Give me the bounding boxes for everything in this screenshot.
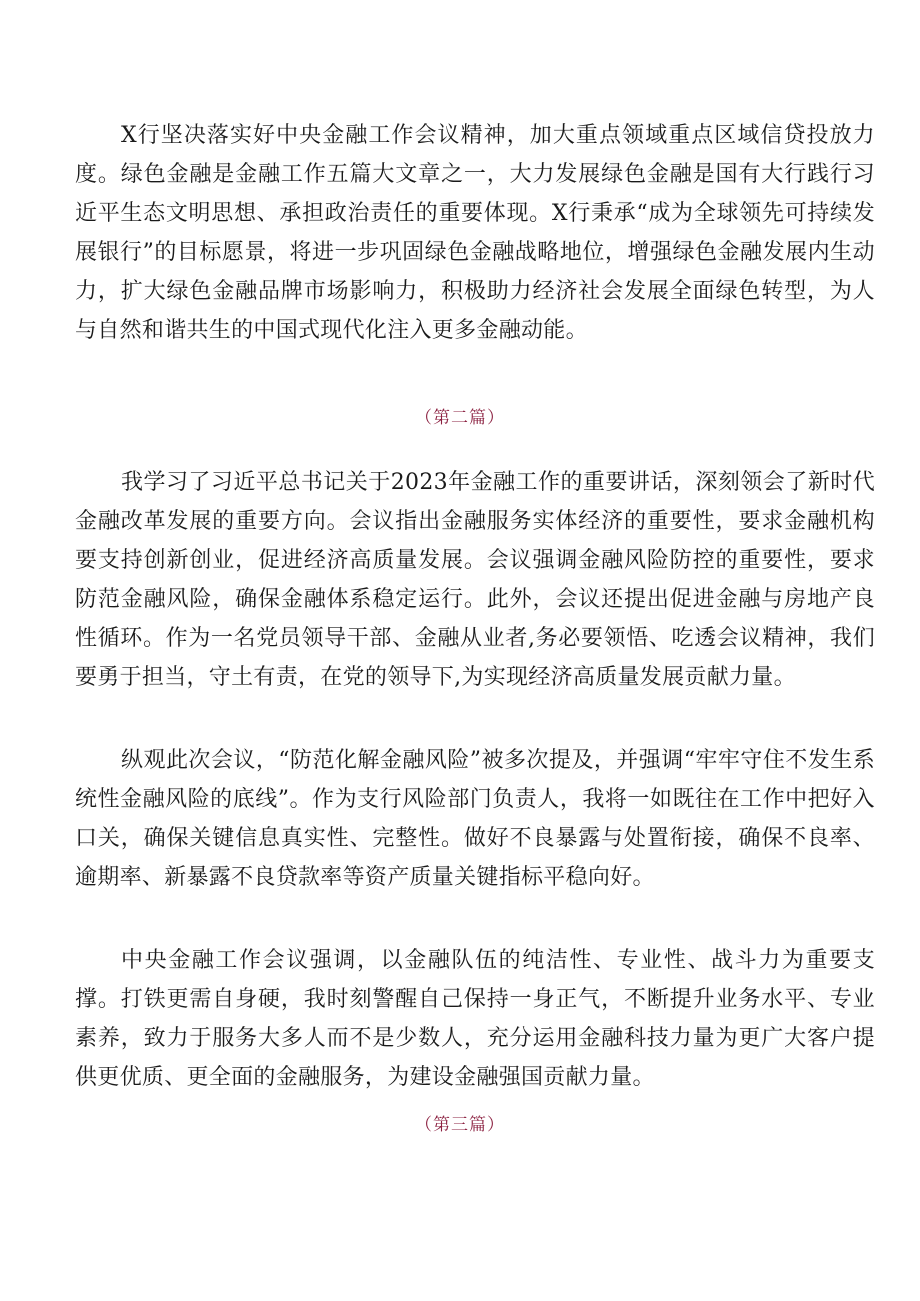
section-heading: （第三篇） <box>415 1115 505 1135</box>
body-paragraph: 中央金融工作会议强调，以金融队伍的纯洁性、专业性、战斗力为重要支撑。打铁更需自身硬，我时刻警醒自己保持一身正气，不断提升业务水平、专业素养，致力于服务大多人而不是少数人，充分运用金融科技力量为更广大客户提供更优质、更全面的金融服务，为建设金融强国贡献力量。 <box>75 948 875 1090</box>
body-paragraph: 纵观此次会议，“防范化解金融风险”被多次提及，并强调“牢牢守住不发生系统性金融风险的底线”。作为支行风险部门负责人，我将一如既往在工作中把好入口关，确保关键信息真实性、完整性。做好不良暴露与处置衔接，确保不良率、逾期率、新暴露不良贷款率等资产质量关键指标平稳向好。 <box>75 748 875 890</box>
body-paragraph: X行坚决落实好中央金融工作会议精神，加大重点领域重点区域信贷投放力度。绿色金融是金融工作五篇大文章之一，大力发展绿色金融是国有大行践行习近平生态文明思想、承担政治责任的重要体现。X行秉承“成为全球领先可持续发展银行”的目标愿景，将进一步巩固绿色金融战略地位，增强绿色金融发展内生动力，扩大绿色金融品牌市场影响力，积极助力经济社会发展全面绿色转型，为人与自然和谐共生的中国式现代化注入更多金融动能。 <box>75 123 875 343</box>
body-paragraph: 我学习了习近平总书记关于2023年金融工作的重要讲话，深刻领会了新时代金融改革发展的重要方向。会议指出金融服务实体经济的重要性，要求金融机构要支持创新创业，促进经济高质量发展。会议强调金融风险防控的重要性，要求防范金融风险，确保金融体系稳定运行。此外，会议还提出促进金融与房地产良性循环。作为一名党员领导干部、金融从业者,务必要领悟、吃透会议精神，我们要勇于担当，守土有责，在党的领导下,为实现经济高质量发展贡献力量。 <box>75 470 875 690</box>
section-heading: （第二篇） <box>415 408 505 428</box>
